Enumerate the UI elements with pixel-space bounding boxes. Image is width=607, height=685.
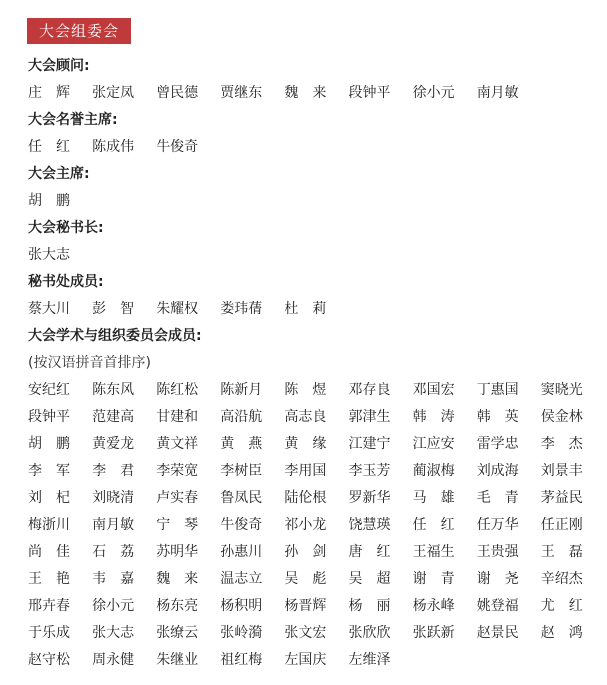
name-row: [28, 191, 597, 211]
name-row: [28, 596, 597, 616]
member-name: 唐 红: [348, 544, 391, 560]
member-name: 胡 鹏: [28, 436, 70, 452]
member-name: 庄 辉: [28, 85, 70, 101]
member-name: 李玉芳: [348, 463, 391, 479]
member-name: 邓存良: [348, 382, 391, 398]
member-name: 范建高: [92, 409, 135, 425]
member-name: 彭 智: [92, 301, 135, 317]
member-name: 张大志: [92, 625, 135, 641]
name-row: [28, 137, 597, 157]
member-name: 赵守松: [28, 652, 70, 668]
member-name: 韦 嘉: [92, 571, 135, 587]
member-name: 张跃新: [412, 625, 455, 641]
member-name: 张文宏: [284, 625, 327, 641]
member-name: 南月敏: [92, 517, 135, 533]
name-row: [28, 407, 597, 427]
member-name: 梅浙川: [28, 517, 70, 533]
name-row: [28, 488, 597, 508]
member-name: 祖红梅: [220, 652, 263, 668]
member-name: 赵 鸿: [540, 625, 583, 641]
member-name: 陈红松: [156, 382, 199, 398]
member-name: 黄文祥: [156, 436, 199, 452]
member-name: 鲁凤民: [220, 490, 263, 506]
member-name: 张缭云: [156, 625, 199, 641]
member-name: 罗新华: [348, 490, 391, 506]
member-name: 杨积明: [220, 598, 263, 614]
member-name: 任正刚: [540, 517, 583, 533]
member-name: 任 红: [28, 139, 70, 155]
name-row: [28, 461, 597, 481]
member-name: 段钟平: [348, 85, 391, 101]
name-row: [28, 650, 597, 670]
section-heading-honorary: 大会名誉主席:: [28, 112, 118, 128]
member-name: 丁惠国: [476, 382, 519, 398]
sort-order-note: (按汉语拼音首排序): [28, 355, 151, 371]
name-row: [28, 623, 597, 643]
member-name: 韩 英: [476, 409, 519, 425]
member-name: 韩 涛: [412, 409, 455, 425]
section-heading-chair: 大会主席:: [28, 166, 90, 182]
member-name: 毛 青: [476, 490, 519, 506]
member-name: 娄玮蒨: [220, 301, 263, 317]
member-name: 杨 丽: [348, 598, 391, 614]
member-name: 刘晓清: [92, 490, 135, 506]
member-name: 姚登福: [476, 598, 519, 614]
member-name: 陈成伟: [92, 139, 135, 155]
member-name: 江应安: [412, 436, 455, 452]
member-name: 杜 莉: [284, 301, 327, 317]
member-name: 曾民德: [156, 85, 199, 101]
member-name: 蔺淑梅: [412, 463, 455, 479]
member-name: 苏明华: [156, 544, 199, 560]
member-name: 李荣宽: [156, 463, 199, 479]
name-row: [28, 542, 597, 562]
member-name: 李树臣: [220, 463, 263, 479]
member-name: 王 艳: [28, 571, 70, 587]
member-name: 茅益民: [540, 490, 583, 506]
name-row: [28, 434, 597, 454]
member-name: 黄 缘: [284, 436, 327, 452]
name-row: [28, 569, 597, 589]
name-row: [28, 299, 597, 319]
member-name: 黄爱龙: [92, 436, 135, 452]
member-name: 卢实春: [156, 490, 199, 506]
member-name: 李 军: [28, 463, 70, 479]
member-name: 邢卉春: [28, 598, 70, 614]
member-name: 杨永峰: [412, 598, 455, 614]
name-row: [28, 515, 597, 535]
member-name: 朱耀权: [156, 301, 199, 317]
section-heading-advisors: 大会顾问:: [28, 58, 90, 74]
member-name: 谢 青: [412, 571, 455, 587]
member-name: 饶慧瑛: [348, 517, 391, 533]
member-name: 宁 琴: [156, 517, 199, 533]
member-name: 段钟平: [28, 409, 70, 425]
member-name: 于乐成: [28, 625, 70, 641]
member-name: 王贵强: [476, 544, 519, 560]
member-name: 刘 杞: [28, 490, 70, 506]
member-name: 左国庆: [284, 652, 327, 668]
member-name: 贾继东: [220, 85, 263, 101]
member-name: 石 荔: [92, 544, 135, 560]
member-name: 朱继业: [156, 652, 199, 668]
member-name: 陈 煜: [284, 382, 327, 398]
name-row: [28, 380, 597, 400]
member-name: 李用国: [284, 463, 327, 479]
member-name: 王 磊: [540, 544, 583, 560]
member-name: 任万华: [476, 517, 519, 533]
member-name: 南月敏: [476, 85, 519, 101]
name-row: [28, 83, 597, 103]
member-name: 孙惠川: [220, 544, 263, 560]
member-name: 任 红: [412, 517, 455, 533]
member-name: 孙 剑: [284, 544, 327, 560]
member-name: 杨东亮: [156, 598, 199, 614]
member-name: 谢 尧: [476, 571, 519, 587]
member-name: 魏 来: [284, 85, 327, 101]
member-name: 邓国宏: [412, 382, 455, 398]
member-name: 窦晓光: [540, 382, 583, 398]
member-name: 辛绍杰: [540, 571, 583, 587]
name-row: [28, 245, 597, 265]
member-name: 李 杰: [540, 436, 583, 452]
member-name: 李 君: [92, 463, 135, 479]
organizing-committee-title: 大会组委会: [27, 18, 131, 44]
member-name: 高志良: [284, 409, 327, 425]
member-name: 黄 燕: [220, 436, 263, 452]
member-name: 尚 佳: [28, 544, 70, 560]
member-name: 安纪红: [28, 382, 70, 398]
member-name: 徐小元: [92, 598, 135, 614]
section-heading-secretary: 大会秘书长:: [28, 220, 104, 236]
member-name: 胡 鹏: [28, 193, 70, 209]
member-name: 马 雄: [412, 490, 455, 506]
member-name: 陈新月: [220, 382, 263, 398]
member-name: 温志立: [220, 571, 263, 587]
member-name: 侯金林: [540, 409, 583, 425]
member-name: 张欣欣: [348, 625, 391, 641]
member-name: 甘建和: [156, 409, 199, 425]
member-name: 郭津生: [348, 409, 391, 425]
member-name: 徐小元: [412, 85, 455, 101]
member-name: 刘景丰: [540, 463, 583, 479]
member-name: 魏 来: [156, 571, 199, 587]
member-name: 吴 彪: [284, 571, 327, 587]
member-name: 张定凤: [92, 85, 135, 101]
member-name: 周永健: [92, 652, 135, 668]
member-name: 蔡大川: [28, 301, 70, 317]
member-name: 张岭漪: [220, 625, 263, 641]
member-name: 牛俊奇: [220, 517, 263, 533]
section-heading-committee: 大会学术与组织委员会成员:: [28, 328, 202, 344]
member-name: 吴 超: [348, 571, 391, 587]
member-name: 陈东风: [92, 382, 135, 398]
member-name: 左维泽: [348, 652, 391, 668]
member-name: 尤 红: [540, 598, 583, 614]
member-name: 牛俊奇: [156, 139, 199, 155]
member-name: 祁小龙: [284, 517, 327, 533]
member-name: 刘成海: [476, 463, 519, 479]
member-name: 王福生: [412, 544, 455, 560]
section-heading-office: 秘书处成员:: [28, 274, 104, 290]
member-name: 江建宁: [348, 436, 391, 452]
member-name: 杨晋辉: [284, 598, 327, 614]
member-name: 张大志: [28, 247, 70, 263]
member-name: 赵景民: [476, 625, 519, 641]
member-name: 高沿航: [220, 409, 263, 425]
member-name: 雷学忠: [476, 436, 519, 452]
member-name: 陆伦根: [284, 490, 327, 506]
